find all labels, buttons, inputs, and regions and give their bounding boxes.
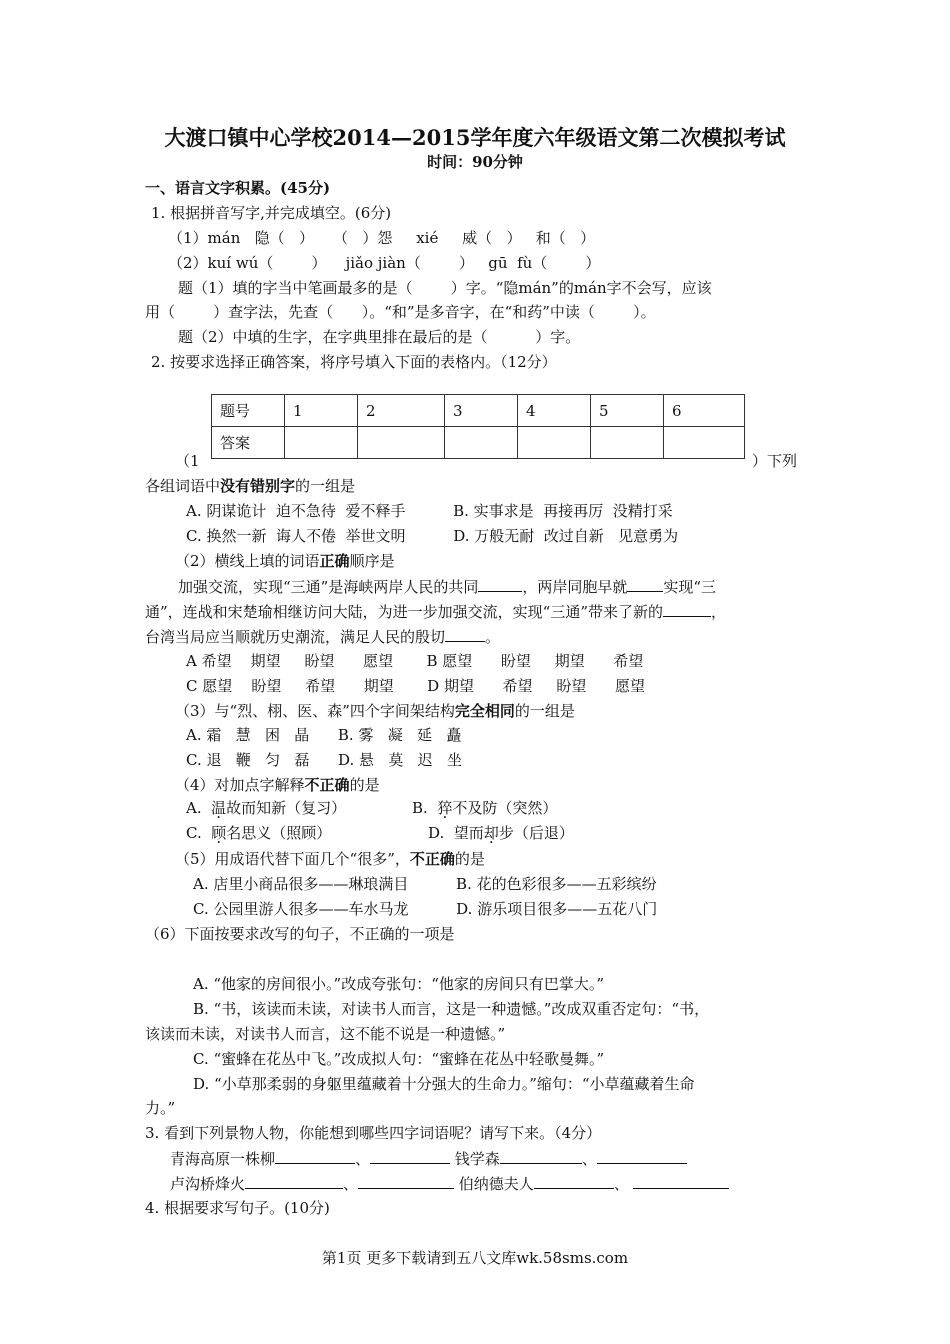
q2-s2-passage: 加强交流，实现“三通”是海峡两岸人民的共同 ，两岸同胞早就 实现“三 <box>178 578 717 596</box>
table-cell: 2 <box>358 395 445 427</box>
q2-s5-stem: （5）用成语代替下面几个“很多”，不正确的是 <box>175 850 485 868</box>
answer-cell[interactable] <box>285 427 358 459</box>
q2-paren-left: （1 <box>175 452 200 470</box>
q2-heading: 2. 按要求选择正确答案，将序号填入下面的表格内。（12分） <box>151 353 557 371</box>
q1-line: （2）kuí wú（ ） jiǎo jiàn（ ） gū fù（ ） <box>168 254 601 272</box>
q3-line: 卢沟桥烽火 、 伯纳德夫人 、 <box>170 1173 729 1194</box>
q2-s4-stem: （4）对加点字解释不正确的是 <box>175 776 380 794</box>
answer-cell[interactable] <box>358 427 445 459</box>
fill-blank[interactable] <box>370 1148 450 1164</box>
fill-blank[interactable] <box>478 576 522 592</box>
q4-heading: 4. 根据要求写句子。(10分) <box>145 1199 330 1217</box>
q1-line: 用（ ）查字法，先查（ ）。“和”是多音字，在“和药”中读（ ）。 <box>145 303 656 321</box>
answer-cell[interactable] <box>445 427 518 459</box>
fill-blank[interactable] <box>445 626 485 642</box>
q3-line: 青海高原一株柳 、 钱学森 、 <box>170 1148 687 1169</box>
q2-s6-stem: （6）下面按要求改写的句子，不正确的一项是 <box>145 925 455 943</box>
table-cell: 题号 <box>212 395 285 427</box>
q2-s2-passage: 通”，连战和宋楚瑜相继访问大陆，为进一步加强交流，实现“三通”带来了新的 ， <box>145 603 727 621</box>
q2-s5-options: C. 公园里游人很多——车水马龙 D. 游乐项目很多——五花八门 <box>193 900 658 918</box>
q1-line: 题（1）填的字当中笔画最多的是（ ）字。“隐mán”的mán字不会写，应该 <box>178 279 712 297</box>
q2-s1-options: C. 换然一新 诲人不倦 举世文明 D. 万般无耐 改过自新 见意勇为 <box>186 527 679 545</box>
q1-line: （1）mán 隐（ ） （ ）怨 xié 威（ ） 和（ ） <box>168 229 596 247</box>
fill-blank[interactable] <box>627 576 663 592</box>
q2-s4-option-b: B. 猝不及防（突然） <box>412 799 558 817</box>
q1-line: 题（2）中填的生字，在字典里排在最后的是（ ）字。 <box>178 328 581 346</box>
answer-cell[interactable] <box>664 427 745 459</box>
table-row <box>212 395 745 427</box>
q2-s6-option: C. “蜜蜂在花丛中飞。”改成拟人句：“蜜蜂在花丛中轻歌曼舞。” <box>193 1050 605 1068</box>
answer-cell[interactable] <box>518 427 591 459</box>
table-row <box>212 427 745 459</box>
q2-s2-options: C 愿望 盼望 希望 期望 D 期望 希望 盼望 愿望 <box>186 677 645 695</box>
table-cell: 5 <box>591 395 664 427</box>
q2-s3-options: A. 霜 慧 困 晶 B. 雾 凝 延 矗 <box>186 726 462 744</box>
page-footer: 第1页 更多下载请到五八文库wk.58sms.com <box>321 1249 629 1267</box>
q2-s5-options: A. 店里小商品很多——琳琅满目 B. 花的色彩很多——五彩缤纷 <box>193 875 657 893</box>
q2-paren-right: ）下列 <box>752 452 798 470</box>
q2-s4-option-c: C. 顾名思义（照顾） <box>186 824 332 842</box>
q2-s6-option: D. “小草那柔弱的身躯里蕴藏着十分强大的生命力。”缩句：“小草蕴藏着生命 <box>193 1075 695 1093</box>
q2-s2-stem: （2）横线上填的词语正确顺序是 <box>175 552 395 570</box>
fill-blank[interactable] <box>275 1148 355 1164</box>
fill-blank[interactable] <box>663 601 711 617</box>
exam-title: 大渡口镇中心学校2014—2015学年度六年级语文第二次模拟考试 <box>164 125 786 150</box>
q2-s4-option-d: D. 望而却步（后退） <box>428 824 574 842</box>
q2-s2-passage: 台湾当局应当顺就历史潮流，满足人民的殷切 。 <box>145 628 501 646</box>
q2-s6-option: B. “书，该读而未读，对读书人而言，这是一种遗憾。”改成双重否定句：“书， <box>193 1000 710 1018</box>
q2-s2-options: A 希望 期望 盼望 愿望 B 愿望 盼望 期望 希望 <box>186 652 644 670</box>
q3-heading: 3. 看到下列景物人物，你能想到哪些四字词语呢？请写下来。（4分） <box>145 1124 602 1142</box>
fill-blank[interactable] <box>245 1173 343 1189</box>
answer-table <box>211 394 745 459</box>
q1-heading: 1. 根据拼音写字,并完成填空。(6分) <box>151 204 392 222</box>
table-cell: 1 <box>285 395 358 427</box>
table-cell: 3 <box>445 395 518 427</box>
q2-s3-stem: （3）与“烈、栩、医、森”四个字间架结构完全相同的一组是 <box>175 702 575 720</box>
table-cell: 4 <box>518 395 591 427</box>
fill-blank[interactable] <box>597 1148 687 1164</box>
q2-s6-option: 力。” <box>145 1099 176 1117</box>
answer-cell[interactable] <box>591 427 664 459</box>
q2-s6-option: 该读而未读，对读书人而言，这不能不说是一种遗憾。” <box>145 1025 506 1043</box>
table-cell: 答案 <box>212 427 285 459</box>
exam-time: 时间：90分钟 <box>427 153 523 171</box>
fill-blank[interactable] <box>358 1173 454 1189</box>
q2-s1-options: A. 阴谋诡计 迫不急待 爱不释手 B. 实事求是 再接再厉 没精打采 <box>186 502 673 520</box>
q2-s1-stem: 各组词语中没有错别字的一组是 <box>145 477 356 495</box>
fill-blank[interactable] <box>500 1148 582 1164</box>
section-heading: 一、语言文字积累。(45分) <box>145 179 331 197</box>
q2-s4-option-a: A. 温故而知新（复习） <box>186 799 347 817</box>
fill-blank[interactable] <box>633 1173 729 1189</box>
q2-s3-options: C. 退 鞭 匀 磊 D. 悬 莫 迟 坐 <box>186 751 462 769</box>
q2-s6-option: A. “他家的房间很小。”改成夸张句：“他家的房间只有巴掌大。” <box>193 975 605 993</box>
table-cell: 6 <box>664 395 745 427</box>
fill-blank[interactable] <box>534 1173 614 1189</box>
